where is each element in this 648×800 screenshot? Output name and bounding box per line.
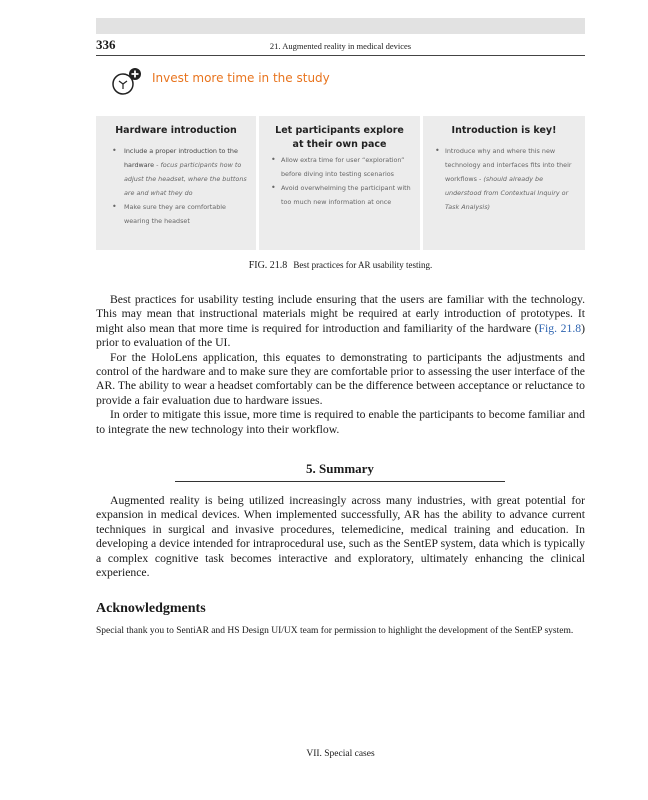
page-number: 336 xyxy=(96,37,116,52)
panel-bullet xyxy=(281,181,412,209)
summary-section xyxy=(96,494,585,580)
figure-panel-introduction xyxy=(423,116,585,250)
panel-title xyxy=(259,116,420,152)
panel-bullet-list xyxy=(259,153,420,209)
panel-bullet xyxy=(124,200,248,228)
acknowledgments-heading: Acknowledgments xyxy=(96,601,206,616)
header-rule xyxy=(96,55,585,56)
bullet-emphasis-text: (should already be understood from Contextual Inquiry or Task Analysis) xyxy=(445,175,569,211)
running-head: 21. Augmented reality in medical devices xyxy=(269,41,412,51)
panel-bullet-list xyxy=(96,144,256,228)
bullet-text: Allow extra time for user “exploration” before diving into testing scenarios xyxy=(281,156,405,178)
section-heading-rule xyxy=(175,481,505,482)
figure-panel-explore xyxy=(259,116,420,250)
panel-title: Hardware introduction xyxy=(115,125,237,136)
plus-badge-icon xyxy=(110,67,146,97)
body-section xyxy=(96,293,585,437)
paragraph-text: Best practices for usability testing include ensuring that the users are familiar with the technology. This may mean that instructional materials might be required at early introduction of prototypes. It might also mean that more time is required for introduction and familiarity of the hardware ( xyxy=(96,293,585,335)
figure-caption-label: FIG. 21.8 xyxy=(248,260,288,271)
section-heading-summary: 5. Summary xyxy=(306,461,374,476)
panel-bullet xyxy=(281,153,412,181)
panel-title-line: at their own pace xyxy=(292,139,387,150)
tip-title: Invest more time in the study xyxy=(152,71,330,85)
bullet-text: Introduce why and where this new technology and interfaces fits into their workflows - xyxy=(445,147,572,183)
figure-panel-hardware xyxy=(96,116,256,250)
panel-title: Introduction is key! xyxy=(451,125,557,136)
page-footer: VII. Special cases xyxy=(306,749,375,759)
panel-bullet xyxy=(445,144,577,214)
body-paragraph xyxy=(96,293,585,351)
panel-title-line: Let participants explore xyxy=(275,125,404,136)
bullet-text: Avoid overwhelming the participant with too much new information at once xyxy=(281,184,411,206)
panel-bullet-list xyxy=(423,144,585,214)
figure-caption-text: Best practices for AR usability testing. xyxy=(293,260,433,270)
bullet-strong-text: Include a proper introduction to the hardware xyxy=(124,147,238,169)
bullet-text: Make sure they are comfortable wearing the headset xyxy=(124,203,226,225)
body-paragraph: In order to mitigate this issue, more time is required to enable the participants to become familiar and to integrate the new technology into their workflow. xyxy=(96,408,585,436)
paragraph-text: ) prior to evaluation of the UI. xyxy=(96,321,585,350)
panel-bullet xyxy=(124,144,248,200)
figure-reference-link[interactable]: Fig. 21.8 xyxy=(538,321,582,335)
header-bar xyxy=(96,18,585,34)
bullet-emphasis-text: - focus participants how to adjust the headset, where the buttons are and what they do xyxy=(124,161,247,197)
body-paragraph: For the HoloLens application, this equates to demonstrating to participants the adjustments and control of the hardware and to make sure they are comfortable prior to assessing the user interface of the AR. The ability to wear a headset comfortably can be the difference between acceptance or reluctance to provide a fair evaluation due to hardware issues. xyxy=(96,350,585,407)
figure-caption xyxy=(96,260,585,271)
body-paragraph: Augmented reality is being utilized increasingly across many industries, with great potential for expansion in medical devices. When implemented successfully, AR has the ability to advance current techniques in surgical and invasive procedures, telemedicine, medical training and education. In developing a device intended for intraprocedural use, such as the SentEP system, data which is typically a complex cognitive task becomes interactive and exploratory, ultimately enhancing the clinical experience. xyxy=(96,494,585,580)
acknowledgments-text: Special thank you to SentiAR and HS Design UI/UX team for permission to highlight the development of the SentEP system. xyxy=(96,626,574,636)
